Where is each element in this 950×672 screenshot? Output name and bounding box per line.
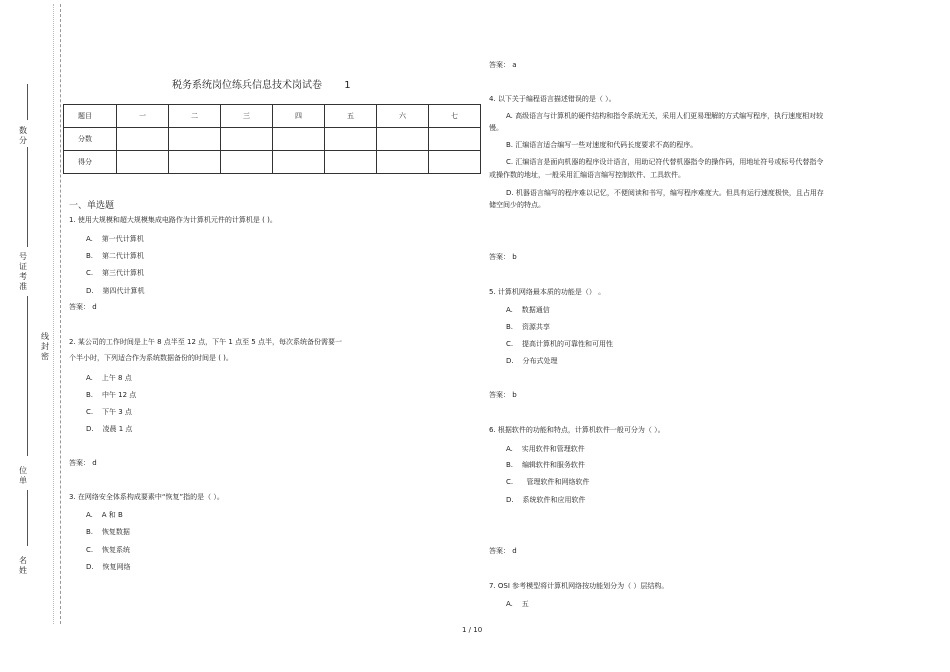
table-cell[interactable] [429,151,481,174]
table-cell[interactable] [169,128,221,151]
question-6-option-c[interactable]: C. 管理软件和网络软件 [506,478,590,486]
binder-dotted-line [53,4,54,624]
question-2-stem: 2. 某公司的工作时间是上午 8 点半至 12 点，下午 1 点至 5 点半，每次系统备份需要一 [69,338,342,346]
question-6-answer: 答案： d [489,547,517,555]
table-cell: 二 [169,105,221,128]
question-4-option-c[interactable]: C. 汇编语言是面向机器的程序设计语言，用助记符代替机器指令的操作码，用地址符号或标号代替指令 [506,158,824,166]
question-6-stem: 6. 根据软件的功能和特点，计算机软件一般可分为（ ）。 [489,426,665,434]
question-3-option-c[interactable]: C. 恢复系统 [86,546,131,554]
question-5-option-d[interactable]: D. 分布式处理 [506,357,558,365]
question-5-option-b[interactable]: B. 资源共享 [506,323,550,331]
table-cell[interactable] [325,128,377,151]
question-1-option-c[interactable]: C. 第三代计算机 [86,269,145,277]
question-1-option-b[interactable]: B. 第二代计算机 [86,252,144,260]
score-table [63,104,481,174]
table-cell: 三 [221,105,273,128]
question-2-option-a[interactable]: A. 上午 8 点 [86,374,132,382]
score-table-header-row [64,105,481,128]
table-cell: 四 [273,105,325,128]
section-title: 一、单选题 [69,201,115,211]
table-cell[interactable] [377,151,429,174]
question-4-option-b[interactable]: B. 汇编语言适合编写一些对速度和代码长度要求不高的程序。 [506,141,698,149]
binder-label-seal-line: 线 封 密 [41,332,49,361]
question-4-option-d[interactable]: D. 机器语言编写的程序难以记忆，不便阅读和书写，编写程序难度大。但具有运行速度极快，且占用存 [506,189,824,197]
question-6-option-d[interactable]: D. 系统软件和应用软件 [506,496,586,504]
binder-label-name: 名 姓 [19,556,27,575]
question-5-answer: 答案： b [489,391,517,399]
question-1-option-d[interactable]: D. 第四代计算机 [86,287,145,295]
binder-segment [27,147,28,247]
question-2-option-b[interactable]: B. 中午 12 点 [86,391,137,399]
question-3-option-a[interactable]: A. A 和 B [86,511,123,519]
table-cell[interactable] [377,128,429,151]
question-5-stem: 5. 计算机网络最本质的功能是（） 。 [489,288,606,296]
binder-label-score: 数 分 [19,126,27,145]
question-1-answer: 答案： d [69,303,97,311]
question-7-option-a[interactable]: A. 五 [506,600,529,608]
table-cell: 题目 [64,105,117,128]
table-cell[interactable] [273,151,325,174]
binder-segment [27,490,28,546]
question-2-option-c[interactable]: C. 下午 3 点 [86,408,132,416]
question-5-option-c[interactable]: C. 提高计算机的可靠性和可用性 [506,340,614,348]
question-3-answer: 答案： a [489,61,517,69]
page-indicator: 1 / 10 [462,626,483,634]
question-3-option-d[interactable]: D. 恢复网络 [86,563,131,571]
table-cell: 六 [377,105,429,128]
score-table-row [64,128,481,151]
table-cell[interactable] [117,151,169,174]
table-cell: 五 [325,105,377,128]
table-cell[interactable] [221,151,273,174]
question-4-option-a[interactable]: A. 高级语言与计算机的硬件结构和指令系统无关，采用人们更易理解的方式编写程序，执行速度相对较 [506,112,824,120]
binder-segment [27,296,28,456]
page-title: 税务系统岗位练兵信息技术岗试卷 1 [172,80,351,91]
question-4-stem: 4. 以下关于编程语言描述错误的是（ ）。 [489,95,616,103]
question-2-option-d[interactable]: D. 凌晨 1 点 [86,425,133,433]
question-7-stem: 7. OSI 参考模型将计算机网络按功能划分为（ ）层结构。 [489,582,669,590]
table-cell: 得分 [64,151,117,174]
table-cell: 一 [117,105,169,128]
question-2-stem-cont: 个半小时，下列适合作为系统数据备份的时间是 ( )。 [69,354,233,362]
table-cell[interactable] [325,151,377,174]
question-6-option-a[interactable]: A. 实用软件和管理软件 [506,445,585,453]
question-3-stem: 3. 在网络安全体系构成要素中“恢复”指的是（ ）。 [69,493,224,501]
binder-dashed-line [60,4,61,624]
binder-label-exam-number: 号 证 考 准 [19,252,27,291]
question-2-answer: 答案： d [69,459,97,467]
binder-label-unit: 位 单 [19,466,27,485]
table-cell: 分数 [64,128,117,151]
question-3-option-b[interactable]: B. 恢复数据 [86,528,130,536]
question-5-option-a[interactable]: A. 数据通信 [506,306,550,314]
question-1-option-a[interactable]: A. 第一代计算机 [86,235,144,243]
table-cell[interactable] [429,128,481,151]
table-cell[interactable] [169,151,221,174]
binder-segment [27,84,28,120]
question-4-option-d-cont: 储空间少的特点。 [489,201,545,209]
score-table-row [64,151,481,174]
question-6-option-b[interactable]: B. 编辑软件和服务软件 [506,461,585,469]
question-4-option-a-cont: 慢。 [489,124,503,132]
table-cell[interactable] [117,128,169,151]
table-cell[interactable] [221,128,273,151]
table-cell[interactable] [273,128,325,151]
question-4-option-c-cont: 或操作数的地址，一般采用汇编语言编写控制软件、工具软件。 [489,171,685,179]
question-1-stem: 1. 使用大规模和超大规模集成电路作为计算机元件的计算机是 ( )。 [69,216,277,224]
question-4-answer: 答案： b [489,253,517,261]
table-cell: 七 [429,105,481,128]
